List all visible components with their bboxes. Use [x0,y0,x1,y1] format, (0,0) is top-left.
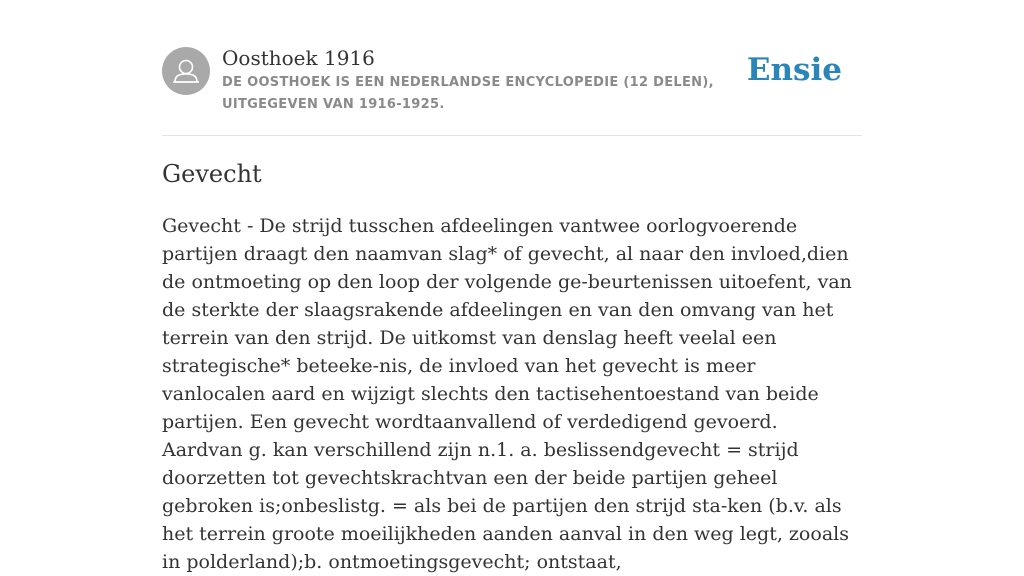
source-name-link[interactable]: Oosthoek 1916 [222,46,375,70]
article-body: Gevecht - De strijd tusschen afdeelingen vantwee oorlogvoerende partijen draagt den naamvan slag* of gevecht, al naar den invloed,dien de ontmoeting op den loop der volgende ge-beurtenissen uitoefent, van de sterkte der slaagsrakende afdeelingen en van den omvang van het terrein van den strijd. De uitkomst van denslag heeft veelal een strategische* beteeke-nis, de invloed van het gevecht is meer vanlocalen aard en wijzigt slechts den tactisehentoestand van beide partijen. Een gevecht wordtaanvallend of verdedigend gevoerd. Aardvan g. kan verschillend zijn n.1. a. beslissendgevecht = strijd doorzetten tot gevechtskrachtvan een der beide partijen geheel gebroken is;onbeslistg. = als bei de partijen den strijd sta-ken (b.v. als het terrein groote moeilijkheden aanden aanval in den weg legt, zooals in polderland);b. ontmoetingsgevecht; ontstaat, [162,215,852,573]
ensie-logo-link[interactable]: Ensie [746,52,842,88]
source-description: DE OOSTHOEK IS EEN NEDERLANDSE ENCYCLOPEDIE (12 DELEN), UITGEGEVEN VAN 1916-1925. [222,75,714,112]
user-icon [162,47,210,95]
source-header [162,44,862,124]
article-title: Gevecht [162,160,262,188]
article-page [162,0,862,573]
source-avatar[interactable] [162,47,210,95]
header-divider [162,135,862,136]
